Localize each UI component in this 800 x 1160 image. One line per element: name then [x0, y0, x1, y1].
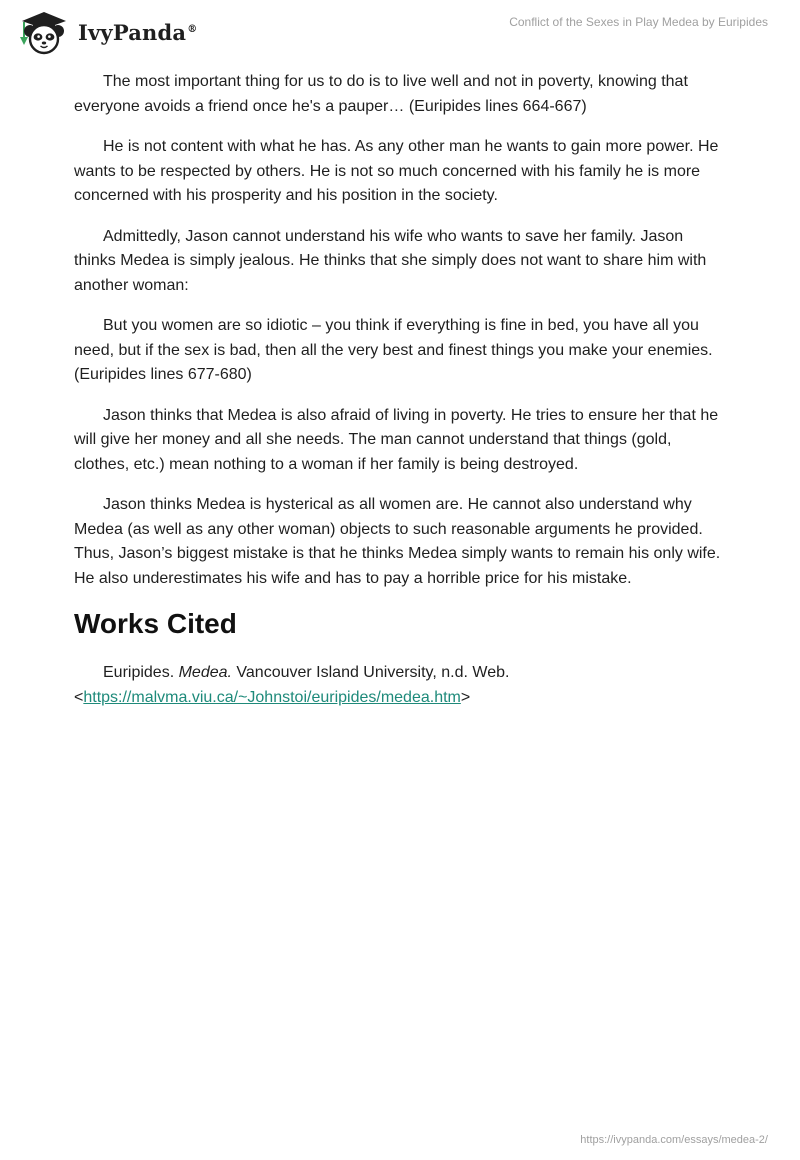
footer-source-url[interactable]: https://ivypanda.com/essays/medea-2/	[580, 1134, 768, 1146]
essay-content	[74, 70, 728, 710]
body-paragraph: The most important thing for us to do is to live well and not in poverty, knowing that everyone avoids a friend once he's a pauper… (Euripides lines 664-667)	[74, 73, 688, 115]
registered-mark: ®	[187, 23, 198, 35]
body-paragraph: He is not content with what he has. As any other man he wants to gain more power. He wants to be respected by others. He is not so much concerned with his family he is more concerned with his prosperity and his position in the society.	[74, 138, 719, 204]
citation-entry	[74, 661, 728, 710]
body-paragraph: Admittedly, Jason cannot understand his wife who wants to save her family. Jason thinks Medea is simply jealous. He thinks that she simply does not want to share him with another woman:	[74, 227, 707, 294]
citation-author-suffix: .	[169, 664, 179, 681]
citation-close-bracket: >	[460, 688, 471, 706]
body-paragraph: But you women are so idiotic – you think if everything is fine in bed, you have all you need, but if the sex is bad, then all the very best and finest things you make your enemies. (Euripides lines 677-680)	[74, 317, 713, 383]
citation-publisher: Vancouver Island University, n.d. Web.	[231, 664, 510, 681]
body-paragraph: Jason thinks that Medea is also afraid of living in poverty. He tries to ensure her that he will give her money and all she needs. The man cannot understand that things (gold, clothes, etc.) mean nothing to a woman if her family is being destroyed.	[74, 406, 719, 473]
citation-open-bracket: <	[74, 688, 84, 706]
logo-text: IvyPanda	[78, 19, 187, 45]
panda-graduate-icon	[14, 9, 74, 55]
ivypanda-logo[interactable]	[14, 9, 197, 55]
citation-title: Medea.	[178, 664, 232, 681]
works-cited-heading: Works Cited	[74, 608, 237, 639]
citation-link[interactable]: https://malvma.viu.ca/~Johnstoi/euripides/medea.htm	[83, 688, 461, 706]
document-title: Conflict of the Sexes in Play Medea by Euripides	[509, 15, 768, 29]
logo-wordmark	[78, 20, 197, 45]
body-paragraph: Jason thinks Medea is hysterical as all women are. He cannot also understand why Medea (as well as any other woman) objects to such reasonable arguments he provided. Thus, Jason’s biggest mistake is that he thinks Medea simply wants to remain his only wife. He also underestimates his wife and has to pay a horrible price for his mistake.	[74, 496, 721, 587]
citation-author: Euripides	[103, 664, 170, 681]
page-header	[0, 0, 800, 62]
